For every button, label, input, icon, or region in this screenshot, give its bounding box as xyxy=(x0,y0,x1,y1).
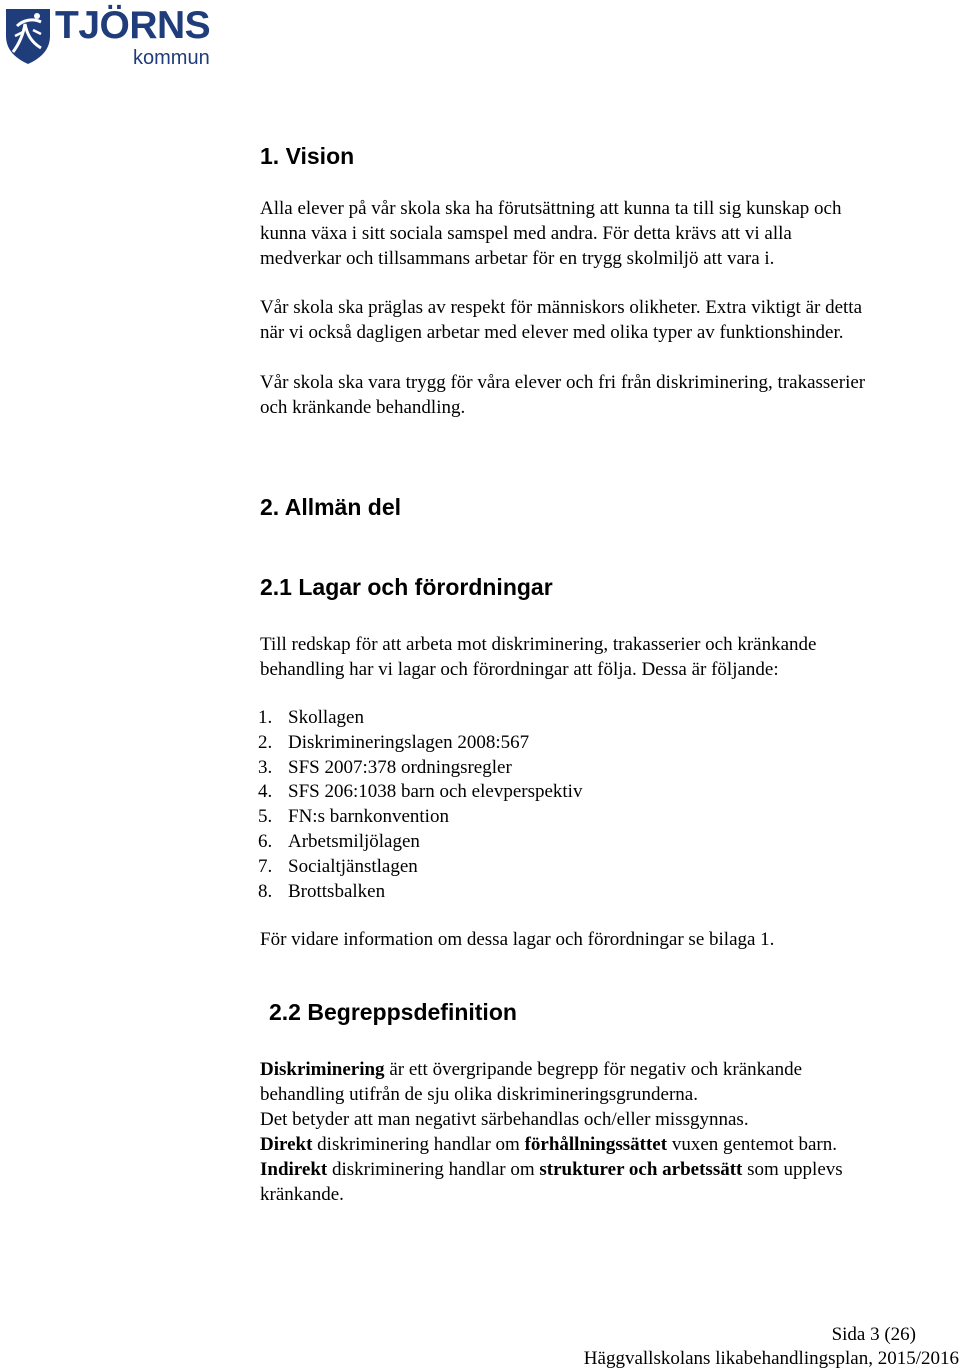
text-line: Till redskap för att arbeta mot diskriminering, trakasserier och kränkande xyxy=(260,634,817,655)
text-line: Alla elever på vår skola ska ha förutsättning att kunna ta till sig kunskap och xyxy=(260,198,842,219)
laws-list xyxy=(258,706,582,904)
list-item: 6. Arbetsmiljölagen xyxy=(258,830,420,852)
text-line: Vår skola ska präglas av respekt för människors olikheter. Extra viktigt är detta xyxy=(260,297,863,318)
term-indirekt: Indirekt xyxy=(260,1159,328,1180)
vision-heading: 1. Vision xyxy=(260,143,355,169)
list-item: 8. Brottsbalken xyxy=(258,880,386,902)
laws-intro xyxy=(260,632,816,682)
general-heading: 2. Allmän del xyxy=(260,494,402,520)
text-line: Vår skola ska vara trygg för våra elever och fri från diskriminering, trakasserier xyxy=(260,372,866,393)
list-item: 2. Diskrimineringslagen 2008:567 xyxy=(258,731,530,753)
definitions-body: Diskriminering är ett övergripande begrepp för negativ och kränkande behandling utifrån de sju olika diskrimineringsgrunderna. Det betyder att man negativt särbehandlas och/eller missgynnas. Direkt diskriminering handlar om förhållningssättet vuxen gentemot barn. Indirekt diskriminering handlar om strukturer och arbetssätt som upplevs kränkande. xyxy=(260,1059,843,1205)
list-item: 5. FN:s barnkonvention xyxy=(258,806,449,828)
text-line: när vi också dagligen arbetar med elever med olika typer av funktionshinder. xyxy=(260,322,844,343)
text-line: och kränkande behandling. xyxy=(260,397,466,418)
text-line: kränkande. xyxy=(260,1184,344,1205)
text-line: Det betyder att man negativt särbehandlas och/eller missgynnas. xyxy=(260,1109,749,1130)
laws-heading: 2.1 Lagar och förordningar xyxy=(260,574,553,600)
term-diskriminering: Diskriminering xyxy=(260,1059,385,1080)
tjorn-kommun-logo xyxy=(3,6,228,68)
laws-more-info: För vidare information om dessa lagar och förordningar se bilaga 1. xyxy=(260,929,775,950)
list-item: 3. SFS 2007:378 ordningsregler xyxy=(258,756,512,778)
definitions-heading: 2.2 Begreppsdefinition xyxy=(269,999,517,1025)
text-line: kunna växa i sitt sociala samspel med andra. För detta krävs att vi alla xyxy=(260,223,792,244)
list-item: 1. Skollagen xyxy=(258,707,364,728)
list-item: 7. Socialtjänstlagen xyxy=(258,855,418,877)
vision-paragraph-2 xyxy=(260,295,862,345)
text-line: medverkar och tillsammans arbetar för en trygg skolmiljö att vara i. xyxy=(260,248,775,269)
document-title: Häggvallskolans likabehandlingsplan, 2015/2016 xyxy=(583,1348,959,1369)
vision-paragraph-3 xyxy=(260,370,865,420)
logo-subtitle: kommun xyxy=(133,47,210,69)
municipal-shield-icon xyxy=(3,6,53,66)
vision-paragraph-1 xyxy=(260,196,841,271)
term-direkt: Direkt xyxy=(260,1134,313,1155)
logo-name: TJÖRNS xyxy=(55,4,211,47)
page-number: Sida 3 (26) xyxy=(831,1324,916,1345)
list-item: 4. SFS 206:1038 barn och elevperspektiv xyxy=(258,781,583,803)
text-line: behandling utifrån de sju olika diskrimineringsgrunderna. xyxy=(260,1084,698,1105)
text-line: behandling har vi lagar och förordningar att följa. Dessa är följande: xyxy=(260,659,779,680)
